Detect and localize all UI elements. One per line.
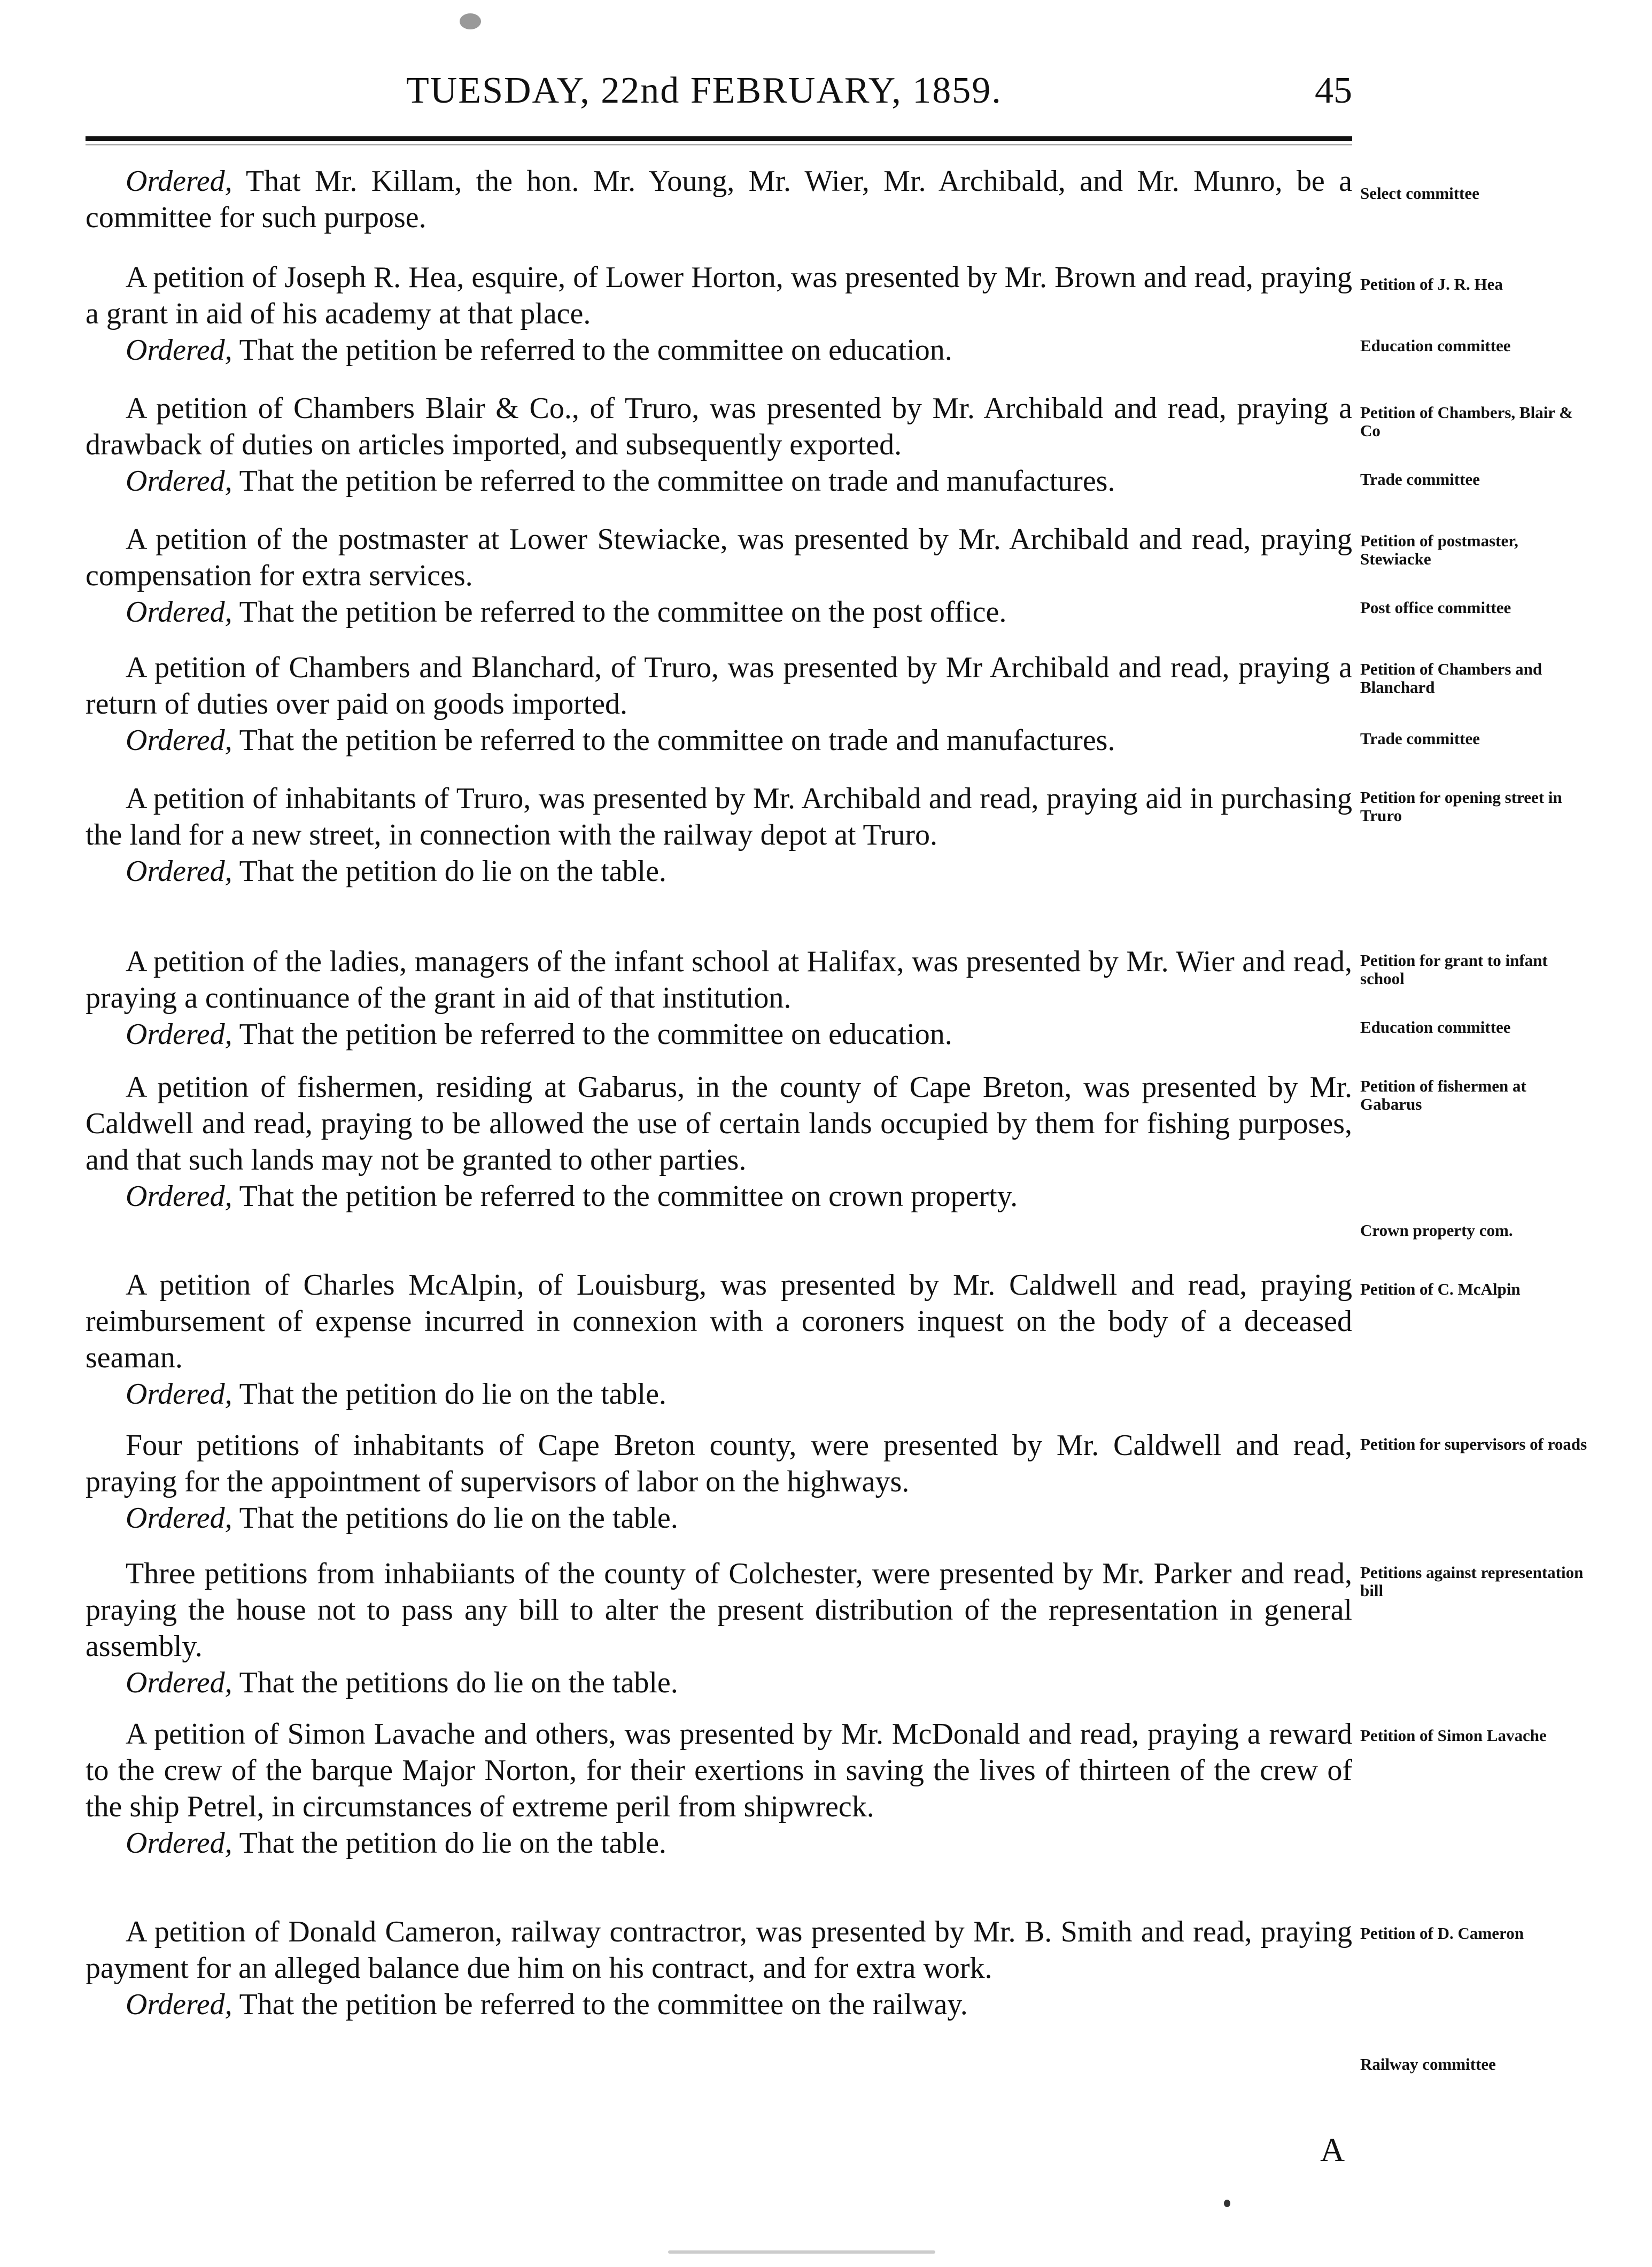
entry-petitions-representation	[86, 1556, 1352, 1701]
margin-note: Petition of D. Cameron	[1360, 1924, 1524, 1943]
ordered-line	[86, 1665, 1352, 1701]
ordered-text: That the petition do lie on the table.	[239, 1827, 666, 1860]
entry-petition-chambers-blanchard	[86, 649, 1352, 759]
ordered-line	[86, 332, 1352, 368]
ordered-label: Ordered,	[126, 855, 232, 888]
entry-petition-postmaster	[86, 521, 1352, 630]
ordered-line	[86, 1376, 1352, 1412]
margin-note: Petitions against representation bill	[1360, 1563, 1584, 1600]
entry-text: A petition of Simon Lavache and others, was presented by Mr. McDonald and read, praying a reward to the crew of the barque Major Norton, for their exertions in saving the lives of thirteen of the crew of the ship Petrel, in circumstances of extreme peril from shipwreck.	[86, 1717, 1352, 1823]
entry-text: A petition of Chambers Blair & Co., of Truro, was presented by Mr. Archibald and read, praying a drawback of duties on articles imported, and subsequently exported.	[86, 392, 1352, 461]
ordered-label: Ordered,	[126, 1180, 232, 1213]
ordered-label: Ordered,	[126, 465, 232, 498]
ordered-label: Ordered,	[126, 595, 232, 629]
margin-note: Trade committee	[1360, 470, 1480, 489]
margin-note: Petition for opening street in Truro	[1360, 788, 1562, 825]
entry-petitions-supervisors	[86, 1427, 1352, 1536]
entry-petition-truro-street	[86, 780, 1352, 889]
entry-petition-cameron	[86, 1914, 1352, 2023]
ordered-label: Ordered,	[126, 1827, 232, 1860]
ordered-line	[86, 1986, 1352, 2023]
ordered-label: Ordered,	[126, 1378, 232, 1411]
ordered-label: Ordered,	[126, 1666, 232, 1699]
ordered-text: That the petitions do lie on the table.	[239, 1502, 678, 1535]
ordered-line	[86, 1016, 1352, 1053]
entry-petition-mcalpin	[86, 1267, 1352, 1412]
entry-text: A petition of the postmaster at Lower Stewiacke, was presented by Mr. Archibald and read, praying compensation for extra services.	[86, 523, 1352, 592]
entry-petition-lavache	[86, 1716, 1352, 1861]
margin-note: Petition of postmaster, Stewiacke	[1360, 531, 1518, 568]
running-head	[86, 69, 1352, 118]
entry-petition-chambers-blair	[86, 390, 1352, 499]
margin-note: Petition of Chambers and Blanchard	[1360, 660, 1542, 697]
ordered-line	[86, 853, 1352, 889]
ordered-line	[86, 722, 1352, 759]
margin-note: Crown property com.	[1360, 1221, 1513, 1240]
entry-text: A petition of Chambers and Blanchard, of Truro, was presented by Mr Archibald and read, praying a return of duties over paid on goods imported.	[86, 651, 1352, 721]
ordered-text: That the petition be referred to the committee on education.	[239, 1018, 952, 1051]
ordered-label: Ordered,	[126, 334, 232, 367]
margin-note: Trade committee	[1360, 729, 1480, 748]
ordered-line	[86, 594, 1352, 630]
ordered-text: That the petition be referred to the committee on trade and manufactures.	[239, 465, 1115, 498]
margin-note: Select committee	[1360, 184, 1479, 203]
margin-note: Petition for supervisors of roads	[1360, 1435, 1587, 1453]
ordered-line	[86, 463, 1352, 499]
entry-text: A petition of the ladies, managers of the infant school at Halifax, was presented by Mr. Wier and read, praying a continuance of the grant in aid of that institution.	[86, 945, 1352, 1015]
margin-note: Railway committee	[1360, 2055, 1496, 2073]
ordered-text: That the petition be referred to the committee on the railway.	[239, 1988, 968, 2021]
ordered-text: That the petition be referred to the committee on trade and manufactures.	[239, 724, 1115, 757]
page-number: 45	[1315, 70, 1352, 111]
page-date-heading: TUESDAY, 22nd FEBRUARY, 1859.	[406, 70, 1002, 111]
scan-speck	[1224, 2200, 1230, 2207]
ordered-text: That the petition be referred to the committee on crown property.	[239, 1180, 1018, 1213]
ordered-line	[86, 1825, 1352, 1861]
entry-petition-infant-school	[86, 943, 1352, 1053]
entry-text	[86, 163, 1352, 236]
entry-text: A petition of Charles McAlpin, of Louisburg, was presented by Mr. Caldwell and read, praying reimbursement of expense incurred in connexion with a coroners inquest on the body of a deceased seaman.	[86, 1268, 1352, 1374]
entry-select-committee	[86, 163, 1352, 236]
entry-petition-fishermen	[86, 1069, 1352, 1214]
ordered-text: That the petition do lie on the table.	[239, 855, 666, 888]
ordered-text: That Mr. Killam, the hon. Mr. Young, Mr. Wier, Mr. Archibald, and Mr. Munro, be a committee for such purpose.	[86, 165, 1352, 234]
ordered-line	[86, 1500, 1352, 1536]
margin-note: Petition of J. R. Hea	[1360, 275, 1503, 293]
ordered-text: That the petition be referred to the committee on the post office.	[239, 595, 1007, 629]
margin-note: Petition of fishermen at Gabarus	[1360, 1077, 1526, 1113]
margin-note: Education committee	[1360, 336, 1511, 355]
entry-petition-hea	[86, 259, 1352, 368]
margin-note: Petition of Simon Lavache	[1360, 1726, 1547, 1745]
entry-text: A petition of inhabitants of Truro, was presented by Mr. Archibald and read, praying aid in purchasing the land for a new street, in connection with the railway depot at Truro.	[86, 782, 1352, 852]
ordered-label: Ordered,	[126, 1988, 232, 2021]
ordered-text: That the petition do lie on the table.	[239, 1378, 666, 1411]
entry-text: A petition of Donald Cameron, railway contractror, was presented by Mr. B. Smith and read, praying payment for an alleged balance due him on his contract, and for extra work.	[86, 1915, 1352, 1985]
entry-text: A petition of Joseph R. Hea, esquire, of Lower Horton, was presented by Mr. Brown and read, praying a grant in aid of his academy at that place.	[86, 261, 1352, 330]
ordered-text: That the petitions do lie on the table.	[239, 1666, 678, 1699]
ordered-label: Ordered,	[126, 165, 232, 198]
margin-note: Post office committee	[1360, 598, 1511, 617]
ordered-label: Ordered,	[126, 1018, 232, 1051]
ordered-text: That the petition be referred to the committee on education.	[239, 334, 952, 367]
header-rule-thin	[86, 144, 1352, 145]
ordered-line	[86, 1178, 1352, 1214]
ordered-label: Ordered,	[126, 724, 232, 757]
entry-text: Four petitions of inhabitants of Cape Breton county, were presented by Mr. Caldwell and read, praying for the appointment of supervisors of labor on the highways.	[86, 1429, 1352, 1498]
margin-note: Petition for grant to infant school	[1360, 951, 1548, 988]
header-rule	[86, 136, 1352, 141]
scan-speck	[460, 13, 481, 29]
catchword: A	[1320, 2131, 1345, 2169]
entry-text: A petition of fishermen, residing at Gabarus, in the county of Cape Breton, was presented by Mr. Caldwell and read, praying to be allowed the use of certain lands occupied by them for fishing purposes, and that such lands may not be granted to other parties.	[86, 1071, 1352, 1177]
scan-speck	[668, 2250, 935, 2254]
margin-note: Petition of Chambers, Blair & Co	[1360, 403, 1573, 440]
margin-note: Education committee	[1360, 1018, 1511, 1036]
ordered-label: Ordered,	[126, 1502, 232, 1535]
entry-text: Three petitions from inhabiiants of the county of Colchester, were presented by Mr. Parker and read, praying the house not to pass any bill to alter the present distribution of the representation in general assembly.	[86, 1557, 1352, 1663]
margin-note: Petition of C. McAlpin	[1360, 1280, 1521, 1298]
